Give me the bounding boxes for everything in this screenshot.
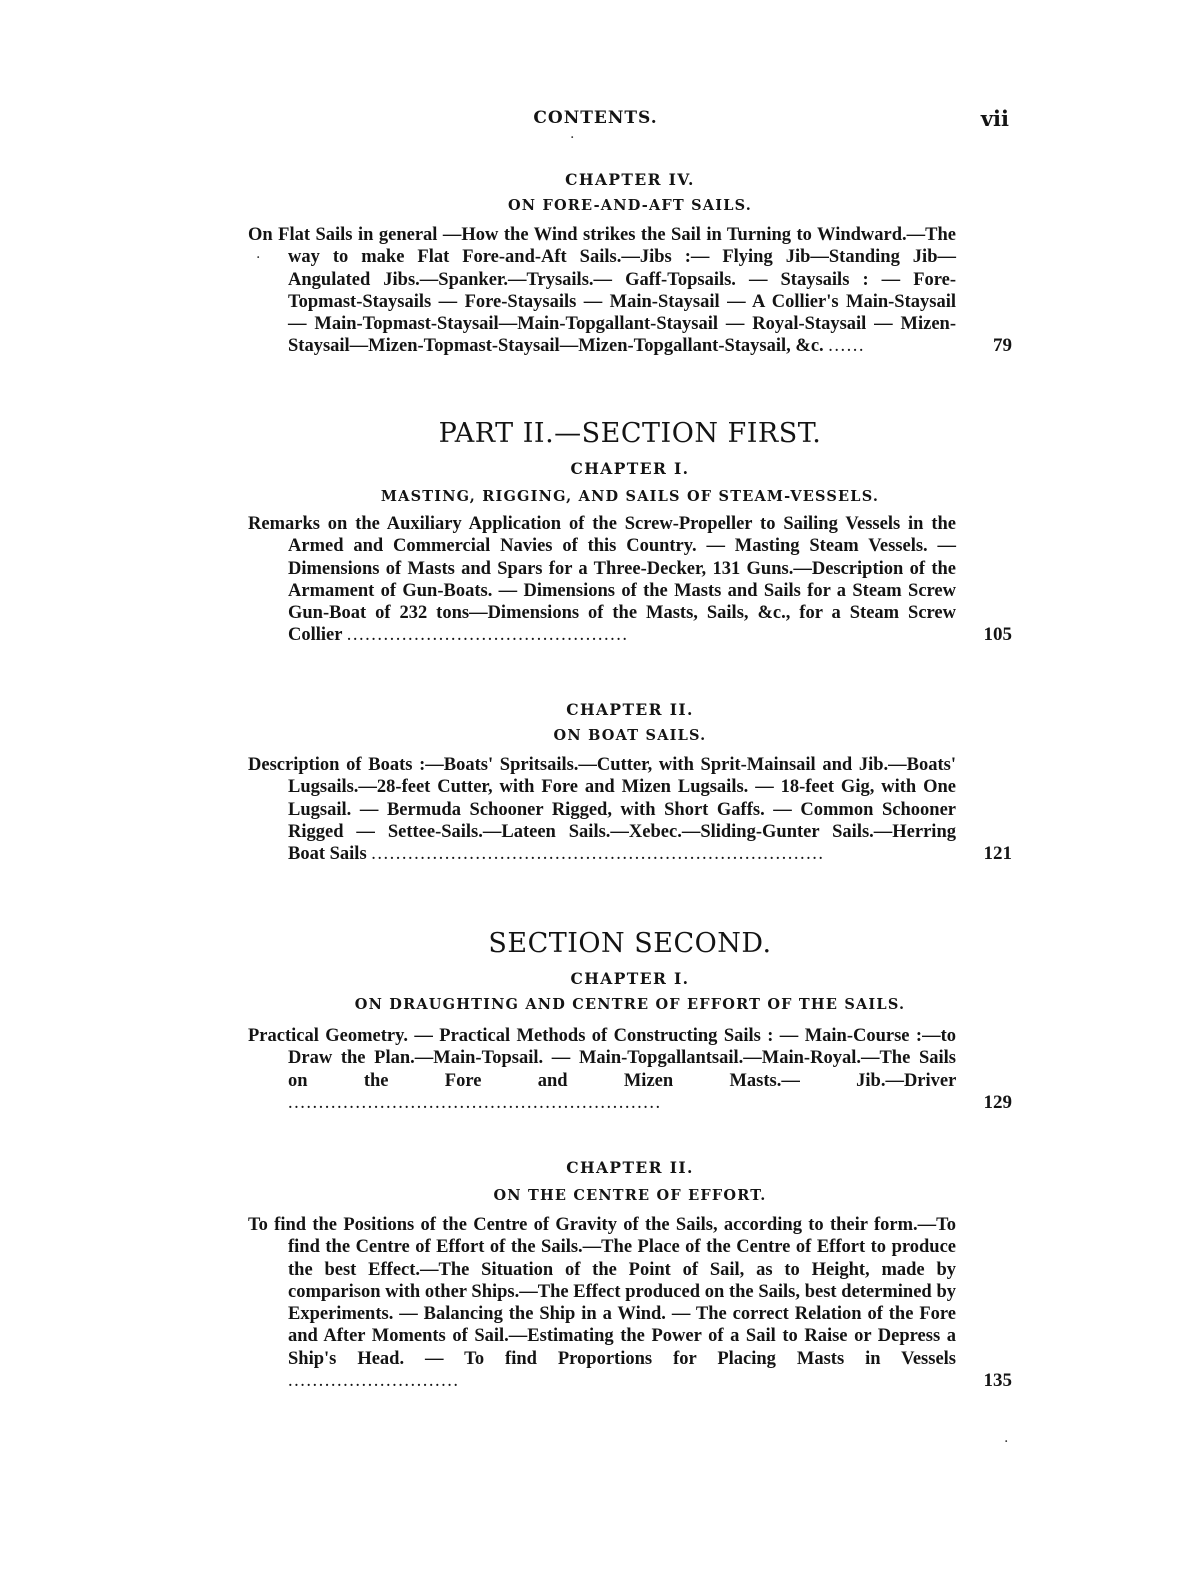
- chapter-heading: CHAPTER II.: [566, 1158, 694, 1177]
- running-head-title: CONTENTS.: [533, 108, 658, 128]
- contents-entry: [248, 224, 1012, 358]
- contents-section-chapter-ii-boat-sails: [248, 700, 1012, 865]
- dot-leader: ............................: [288, 1371, 460, 1392]
- chapter-heading: CHAPTER I.: [570, 969, 690, 988]
- contents-section-chapter-ii-centre-of-effort: [248, 1158, 1012, 1392]
- chapter-title: ON BOAT SAILS.: [553, 727, 707, 744]
- chapter-heading: CHAPTER I.: [570, 459, 690, 478]
- chapter-heading: CHAPTER IV.: [565, 170, 695, 189]
- page-number: 121: [983, 843, 1012, 865]
- dot-leader: ..............................................: [346, 625, 629, 646]
- page-folio: vii: [980, 106, 1009, 131]
- running-head: [0, 108, 1191, 134]
- part-heading: PART II.—SECTION FIRST.: [438, 418, 822, 449]
- contents-entry: [248, 754, 1012, 865]
- entry-text: On Flat Sails in general —How the Wind strikes the Sail in Turning to Windward.—The way to make Flat Fore-and-Aft Sails.—Jibs :— Flying Jib—Standing Jib—Angulated Jibs.—Spanker.—Trysails.— Gaff-Topsails. — Staysails : — Fore-Topmast-Staysails — Fore-Staysails — Main-Staysail — A Collier's Main-Staysail — Main-Topmast-Staysail—Main-Topgallant-Staysail — Royal-Staysail — Mizen-Staysail—Mizen-Topmast-Staysail—Mizen-Topgallant-Staysail, &c.: [248, 225, 956, 357]
- dot-leader: .............................................................: [288, 1092, 662, 1113]
- contents-entry: [248, 513, 1012, 647]
- dot-leader: ......: [828, 336, 866, 357]
- page-number: 105: [983, 624, 1012, 646]
- chapter-heading: CHAPTER II.: [566, 700, 694, 719]
- page-number: 79: [993, 335, 1012, 357]
- entry-text: Practical Geometry. — Practical Methods of Constructing Sails : — Main-Course :—to Draw the Plan.—Main-Topsail. — Main-Topgallantsail.—Main-Royal.—The Sails on the Fore and Mizen Masts.— Jib.—Driver: [248, 1026, 956, 1091]
- print-speck: ·: [256, 250, 261, 266]
- chapter-title: ON DRAUGHTING AND CENTRE OF EFFORT OF THE SAILS.: [354, 996, 906, 1013]
- contents-section-second-chapter-i: [248, 928, 1012, 1114]
- print-speck: ·: [570, 130, 575, 146]
- page-number: 129: [983, 1091, 1012, 1113]
- entry-text: Remarks on the Auxiliary Application of the Screw-Propeller to Sailing Vessels in the Armed and Commercial Navies of this Country. — Masting Steam Vessels. — Dimensions of Masts and Spars for a Three-Decker, 131 Guns.—Description of the Armament of Gun-Boats. — Dimensions of the Masts and Sails for a Steam Screw Gun-Boat of 232 tons—Dimensions of the Masts, Sails, &c., for a Steam Screw Collier: [248, 514, 956, 646]
- contents-section-chapter-iv: [248, 170, 1012, 358]
- chapter-title: MASTING, RIGGING, AND SAILS OF STEAM-VESSELS.: [380, 488, 880, 505]
- contents-section-part-ii-chapter-i: [248, 418, 1012, 647]
- entry-text: Description of Boats :—Boats' Spritsails.—Cutter, with Sprit-Mainsail and Jib.—Boats' Lugsails.—28-feet Cutter, with Fore and Mizen Lugsails. — 18-feet Gig, with One Lugsail. — Bermuda Schooner Rigged, with Short Gaffs. — Common Schooner Rigged — Settee-Sails.—Lateen Sails.—Xebec.—Sliding-Gunter Sails.—Herring Boat Sails: [248, 755, 956, 865]
- contents-entry: [248, 1025, 1012, 1114]
- chapter-title: ON FORE-AND-AFT SAILS.: [507, 197, 753, 214]
- page-number: 135: [983, 1370, 1012, 1392]
- contents-entry: [248, 1214, 1012, 1392]
- entry-text: To find the Positions of the Centre of Gravity of the Sails, according to their form.—To find the Centre of Effort of the Sails.—The Place of the Centre of Effort to produce the best Effect.—The Situation of the Point of Sail, as to Height, made by comparison with other Ships.—The Effect produced on the Sails, best determined by Experiments. — Balancing the Ship in a Wind. — The correct Relation of the Fore and After Moments of Sail.—Estimating the Power of a Sail to Raise or Depress a Ship's Head. — To find Proportions for Placing Masts in Vessels: [248, 1215, 956, 1369]
- print-speck: ·: [1004, 1434, 1009, 1450]
- dot-leader: ..........................................................................: [371, 844, 825, 865]
- chapter-title: ON THE CENTRE OF EFFORT.: [493, 1187, 767, 1204]
- part-heading: SECTION SECOND.: [488, 928, 772, 959]
